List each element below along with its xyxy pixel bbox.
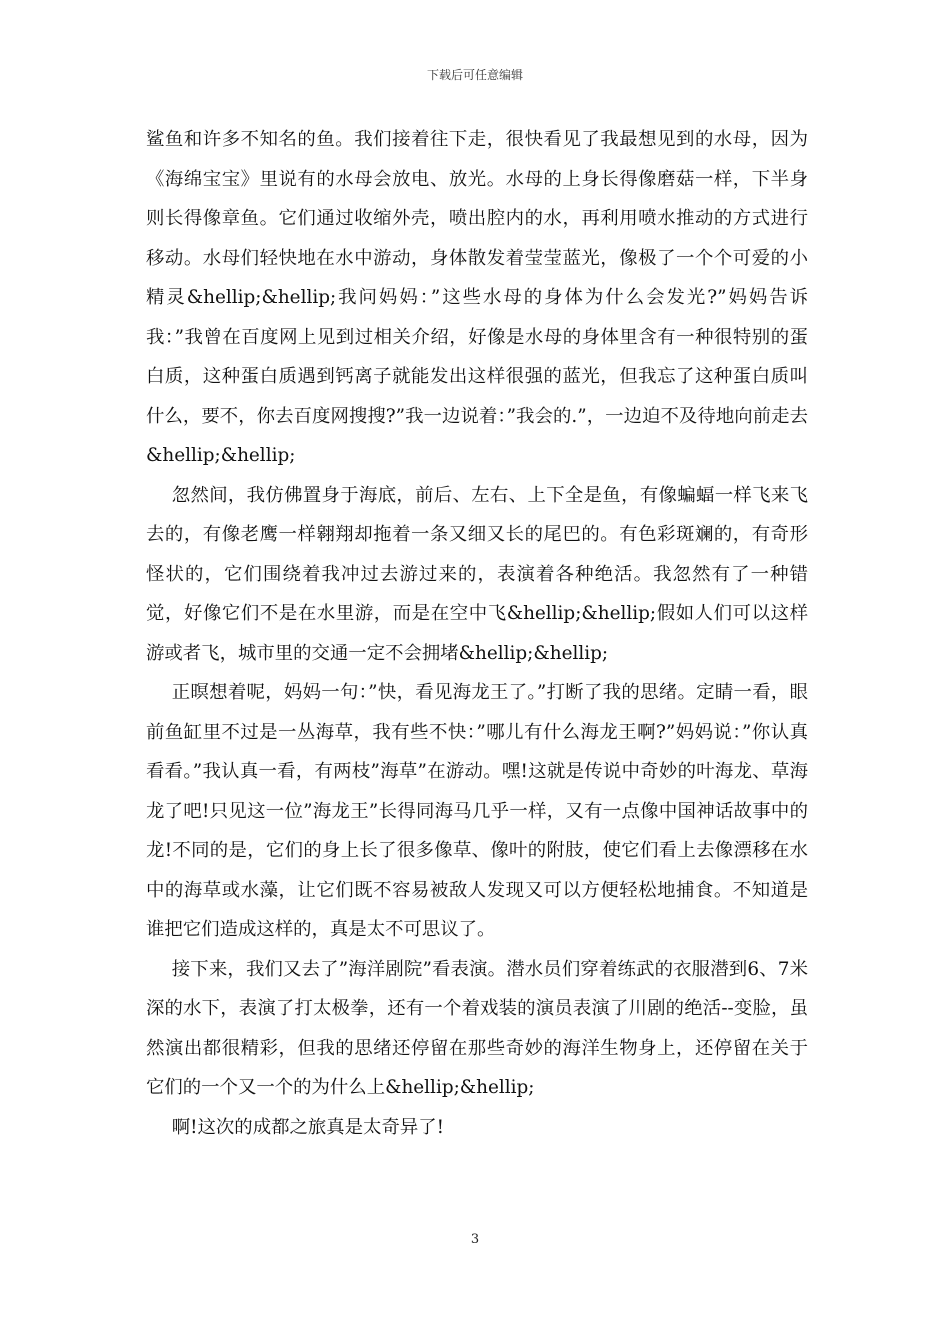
document-body bbox=[146, 120, 808, 1147]
paragraph-2: 忽然间，我仿佛置身于海底，前后、左右、上下全是鱼，有像蝙蝠一样飞来飞去的，有像老鹰一样翱翔却拖着一条又细又长的尾巴的。有色彩斑斓的，有奇形怪状的，它们围绕着我冲过去游过来的，表演着各种绝活。我忽然有了一种错觉，好像它们不是在水里游，而是在空中飞&hellip;&hellip;假如人们可以这样游或者飞，城市里的交通一定不会拥堵&hellip;&hellip; bbox=[146, 484, 808, 664]
paragraph-3: 正暝想着呢，妈妈一句：”快，看见海龙王了。”打断了我的思绪。定睛一看，眼前鱼缸里不过是一丛海草，我有些不快：”哪儿有什么海龙王啊?”妈妈说：”你认真看看。”我认真一看，有两枝”海草”在游动。嘿!这就是传说中奇妙的叶海龙、草海龙了吧!只见这一位”海龙王”长得同海马几乎一样，又有一点像中国神话故事中的龙!不同的是，它们的身上长了很多像草、像叶的附肢，使它们看上去像漂移在水中的海草或水藻，让它们既不容易被敌人发现又可以方便轻松地捕食。不知道是谁把它们造成这样的，真是太不可思议了。 bbox=[146, 682, 808, 940]
page-number: 3 bbox=[470, 1232, 480, 1247]
paragraph-5: 啊!这次的成都之旅真是太奇异了! bbox=[171, 1116, 444, 1138]
paragraph-4: 接下来，我们又去了”海洋剧院”看表演。潜水员们穿着练武的衣服潜到6、7米深的水下，表演了打太极拳，还有一个着戏装的演员表演了川剧的绝活--变脸，虽然演出都很精彩，但我的思绪还停留在那些奇妙的海洋生物身上，还停留在关于它们的一个又一个的为什么上&hellip;&hellip; bbox=[146, 958, 808, 1098]
paragraph-1: 鲨鱼和许多不知名的鱼。我们接着往下走，很快看见了我最想见到的水母，因为《海绵宝宝》里说有的水母会放电、放光。水母的上身长得像磨菇一样，下半身则长得像章鱼。它们通过收缩外壳，喷出腔内的水，再利用喷水推动的方式进行移动。水母们轻快地在水中游动，身体散发着莹莹蓝光，像极了一个个可爱的小精灵&hellip;&hellip;我问妈妈：”这些水母的身体为什么会发光?”妈妈告诉我：”我曾在百度网上见到过相关介绍，好像是水母的身体里含有一种很特别的蛋白质，这种蛋白质遇到钙离子就能发出这样很强的蓝光，但我忘了这种蛋白质叫什么，要不，你去百度网搜搜?”我一边说着：”我会的.”，一边迫不及待地向前走去&hellip;&hellip; bbox=[146, 129, 808, 466]
page-header: 下载后可任意编辑 bbox=[426, 68, 523, 82]
